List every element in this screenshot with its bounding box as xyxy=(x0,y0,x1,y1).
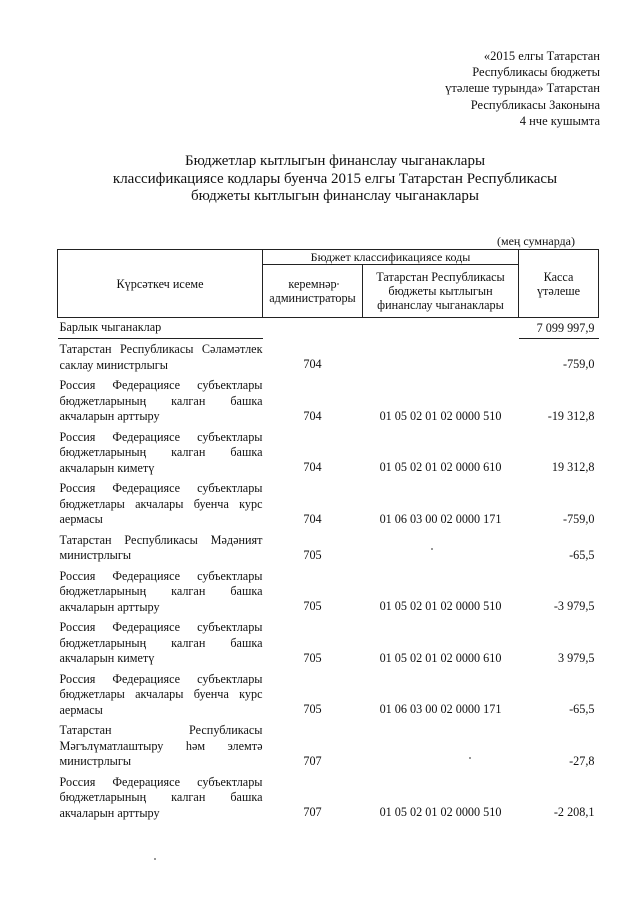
table-row xyxy=(58,566,599,618)
indicator-name-cell: Россия Федерациясе субъектлары бюджетларының калган башка акчаларын арттыру xyxy=(59,568,263,614)
header-admin-code: керемнәр администраторы xyxy=(263,265,363,318)
scan-speck xyxy=(469,757,471,759)
indicator-name-cell: Россия Федерациясе субъектлары бюджетларының калган башка акчаларын киметү xyxy=(59,620,263,665)
title-line: классификациясе кодлары буенча 2015 елгы Татарстан Республикасы xyxy=(112,170,558,187)
header-indicator-name: Күрсәткеч исеме xyxy=(58,250,263,318)
cash-execution-cell: -27,8 xyxy=(569,753,595,768)
source-code-cell: 01 05 02 01 02 0000 510 xyxy=(379,599,502,613)
indicator-name-cell: Барлык чыганаклар xyxy=(58,318,263,339)
source-code-cell: 01 06 03 00 02 0000 171 xyxy=(379,511,502,526)
source-code-cell xyxy=(363,318,519,339)
financing-sources-table xyxy=(57,249,599,823)
cash-execution-cell: 19 312,8 xyxy=(551,460,595,474)
table-row xyxy=(58,375,599,427)
table-row xyxy=(58,772,599,824)
units-note: (мең сумнарда) xyxy=(497,234,575,248)
cash-execution-cell: -19 312,8 xyxy=(547,408,595,423)
admin-code-cell: 705 xyxy=(303,702,322,716)
source-code-cell: 01 05 02 01 02 0000 610 xyxy=(379,460,502,474)
appendix-line: «2015 елгы Татарстан xyxy=(483,49,600,63)
cash-execution-cell: 7 099 997,9 xyxy=(519,318,599,339)
table-row xyxy=(58,617,599,669)
total-row xyxy=(58,318,599,339)
scan-speck xyxy=(337,283,339,285)
admin-code-cell: 705 xyxy=(303,599,322,613)
indicator-name-cell: Татарстан Республикасы Сәламәтлек саклау министрлыгы xyxy=(59,342,263,372)
title-line: Бюджетлар кытлыгын финанслау чыганаклары xyxy=(184,153,486,169)
admin-code-cell: 704 xyxy=(303,357,322,371)
indicator-name-cell: Россия Федерациясе субъектлары бюджетлары акчалары буенча курс аермасы xyxy=(59,671,263,717)
indicator-name-cell: Россия Федерациясе субъектлары бюджетларының калган башка акчаларын арттыру xyxy=(59,378,263,423)
cash-execution-cell: -65,5 xyxy=(569,702,595,716)
source-code-cell: 01 05 02 01 02 0000 510 xyxy=(379,408,502,423)
admin-code-cell: 705 xyxy=(303,650,322,665)
admin-code-cell xyxy=(263,318,363,339)
admin-code-cell: 704 xyxy=(303,408,322,423)
table-row xyxy=(58,478,599,530)
document-title xyxy=(60,153,610,206)
header-cash-execution: Касса үтәлеше xyxy=(519,250,599,318)
appendix-line: үтәлеше турында» Татарстан xyxy=(445,81,600,96)
cash-execution-cell: -2 208,1 xyxy=(553,805,595,819)
indicator-name-cell: Татарстан Республикасы Мәгълүматлаштыру һәм элемтә министрлыгы xyxy=(59,723,263,768)
table-row xyxy=(58,530,599,566)
appendix-line: 4 нче кушымта xyxy=(519,113,600,128)
title-line: бюджеты кытлыгын финанслау чыганаклары xyxy=(191,188,479,204)
admin-code-cell: 704 xyxy=(303,511,322,526)
indicator-name-cell: Татарстан Республикасы Мәдәният министрлыгы xyxy=(59,532,263,562)
admin-code-cell: 704 xyxy=(303,460,322,474)
indicator-name-cell: Россия Федерациясе субъектлары бюджетлары акчалары буенча курс аермасы xyxy=(59,481,263,526)
cash-execution-cell: 3 979,5 xyxy=(557,650,595,665)
cash-execution-cell: -759,0 xyxy=(563,511,595,526)
cash-execution-cell: -65,5 xyxy=(569,547,595,562)
source-code-cell: 01 05 02 01 02 0000 510 xyxy=(379,805,502,819)
law-appendix-note xyxy=(445,48,600,129)
appendix-line: Республикасы бюджеты xyxy=(472,65,600,80)
table-row xyxy=(58,669,599,721)
source-code-cell xyxy=(363,720,519,772)
table-row xyxy=(58,339,599,376)
header-source-code: Татарстан Республикасы бюджеты кытлыгын финанслау чыганаклары xyxy=(363,265,519,318)
appendix-line: Республикасы Законына xyxy=(470,97,600,112)
indicator-name-cell: Россия Федерациясе субъектлары бюджетларының калган башка акчаларын арттыру xyxy=(59,774,263,820)
source-code-cell xyxy=(363,339,519,376)
admin-code-cell: 705 xyxy=(303,547,322,562)
scan-speck xyxy=(154,858,156,860)
source-code-cell: 01 06 03 00 02 0000 171 xyxy=(379,702,502,716)
admin-code-cell: 707 xyxy=(303,805,322,819)
scan-speck xyxy=(431,548,433,550)
header-budget-classification: Бюджет классификациясе коды xyxy=(263,250,519,265)
indicator-name-cell: Россия Федерациясе субъектлары бюджетларының калган башка акчаларын киметү xyxy=(59,429,263,475)
table-row xyxy=(58,427,599,479)
source-code-cell xyxy=(363,530,519,566)
admin-code-cell: 707 xyxy=(303,753,322,768)
cash-execution-cell: -3 979,5 xyxy=(553,599,595,613)
table-row xyxy=(58,720,599,772)
cash-execution-cell: -759,0 xyxy=(563,357,595,371)
source-code-cell: 01 05 02 01 02 0000 610 xyxy=(379,650,502,665)
